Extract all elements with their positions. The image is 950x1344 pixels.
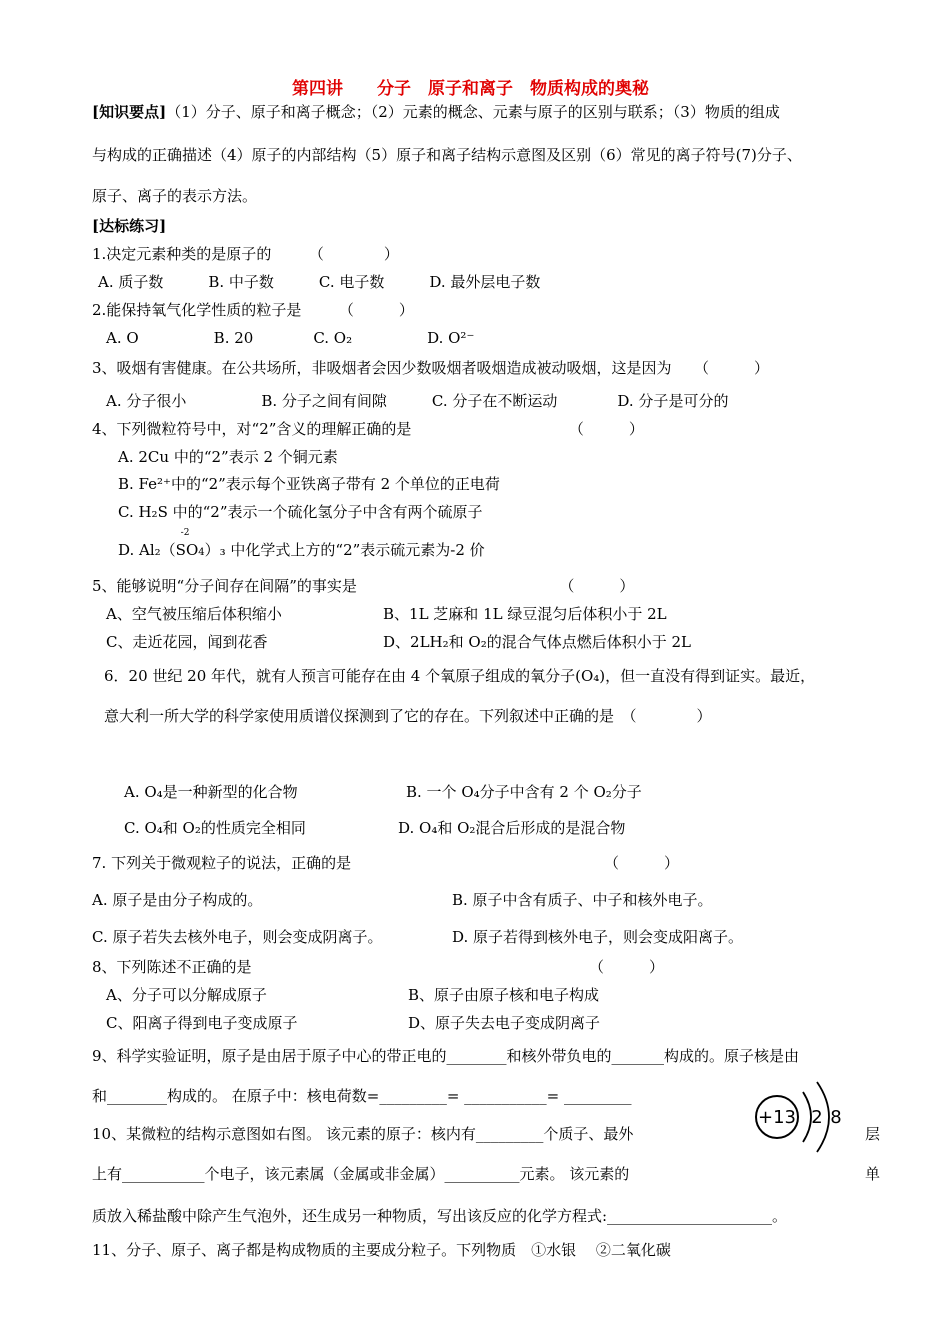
q5-option-d: D、2LH₂和 O₂的混合气体点燃后体积小于 2L [383, 633, 691, 651]
q8-option-b: B、原子由原子核和电子构成 [408, 986, 600, 1004]
q10-line-1-end: 层 [865, 1125, 881, 1143]
knowledge-line-1 [92, 102, 780, 122]
q7-option-d: D. 原子若得到核外电子，则会变成阳离子。 [452, 928, 744, 946]
q2-options: A. O B. 20 C. O₂ D. O²⁻ [106, 329, 475, 347]
knowledge-text-1: （1）分子、原子和离子概念；（2）元素的概念、元素与原子的区别与联系；（3）物质的组成 [166, 103, 780, 121]
q6-option-c: C. O₄和 O₂的性质完全相同 [124, 819, 306, 837]
q5-option-b: B、1L 芝麻和 1L 绿豆混匀后体积小于 2L [383, 605, 667, 623]
q7-stem: 7. 下列关于微观粒子的说法，正确的是 [92, 854, 352, 872]
q8-option-d: D、原子失去电子变成阴离子 [408, 1014, 601, 1032]
electron-shell-1 [803, 1092, 811, 1142]
q4-d-sulfate [175, 528, 205, 563]
q6-line-1: 6．20 世纪 20 年代，就有人预言可能存在由 4 个氧原子组成的氧分子(O₄)，但一直没有得到证实。最近， [104, 667, 816, 685]
nucleus-charge: +13 [758, 1107, 796, 1128]
q10-line-2: 上有___________个电子，该元素属（金属或非金属）__________元素。 该元素的 [92, 1165, 630, 1183]
knowledge-line-2: 与构成的正确描述（4）原子的内部结构（5）原子和离子结构示意图及区别（6）常见的离子符号(7)分子、 [92, 146, 802, 164]
q7-option-a: A. 原子是由分子构成的。 [92, 891, 263, 909]
q6-option-b: B. 一个 O₄分子中含有 2 个 O₂分子 [406, 783, 642, 801]
q4-option-b: B. Fe²⁺中的“2”表示每个亚铁离子带有 2 个单位的正电荷 [118, 475, 500, 493]
q6-option-d: D. O₄和 O₂混合后形成的是混合物 [398, 819, 626, 837]
q4-d-suffix: ）₃ 中化学式上方的“2”表示硫元素为-2 价 [204, 541, 485, 559]
q9-line-2: 和________构成的。 在原子中：核电荷数=_________= ___________= _________ [92, 1087, 632, 1105]
page-title: 第四讲 分子 原子和离子 物质构成的奥秘 [292, 79, 649, 99]
q4-option-c: C. H₂S 中的“2”表示一个硫化氢分子中含有两个硫原子 [118, 503, 483, 521]
q4-d-charge: -2 [180, 528, 190, 538]
q4-d-ion: SO [175, 541, 199, 559]
knowledge-line-3: 原子、离子的表示方法。 [92, 187, 258, 205]
q3-options: A. 分子很小 B. 分子之间有间隙 C. 分子在不断运动 D. 分子是可分的 [106, 392, 729, 410]
q6-line-2: 意大利一所大学的科学家使用质谱仪探测到了它的存在。下列叙述中正确的是 （ ） [104, 707, 712, 725]
q9-line-1: 9、科学实验证明，原子是由居于原子中心的带正电的________和核外带负电的_______构成的。原子核是由 [92, 1047, 800, 1065]
shell-1-electrons: 2 [811, 1107, 823, 1128]
q1-stem: 1.决定元素种类的是原子的 （ ） [92, 245, 399, 263]
q4-d-sub: 4 [198, 547, 205, 558]
q5-stem: 5、能够说明“分子间存在间隔”的事实是 （ ） [92, 577, 635, 595]
atom-structure-diagram [745, 1076, 865, 1158]
q3-stem: 3、吸烟有害健康。在公共场所，非吸烟者会因少数吸烟者吸烟造成被动吸烟，这是因为 （ ） [92, 359, 770, 377]
q4-option-d [118, 528, 485, 563]
q11-line-1: 11、分子、原子、离子都是构成物质的主要成分粒子。下列物质 ①水银 ②二氧化碳 [92, 1241, 671, 1259]
q10-line-2-end: 单 [865, 1165, 881, 1183]
q8-option-a: A、分子可以分解成原子 [106, 986, 267, 1004]
q7-option-c: C. 原子若失去核外电子，则会变成阴离子。 [92, 928, 383, 946]
q10-line-1: 10、某微粒的结构示意图如右图。 该元素的原子：核内有_________个质子、最外 [92, 1125, 634, 1143]
q5-option-a: A、空气被压缩后体积缩小 [106, 605, 282, 623]
q1-options: A. 质子数 B. 中子数 C. 电子数 D. 最外层电子数 [98, 273, 541, 291]
q6-option-a: A. O₄是一种新型的化合物 [124, 783, 298, 801]
q2-stem: 2.能保持氧气化学性质的粒子是 （ ） [92, 301, 414, 319]
q5-option-c: C、走近花园，闻到花香 [106, 633, 268, 651]
q8-stem: 8、下列陈述不正确的是 （ ） [92, 958, 665, 976]
knowledge-heading: [知识要点] [92, 103, 167, 121]
q8-option-c: C、阳离子得到电子变成原子 [106, 1014, 298, 1032]
shell-2-electrons: 8 [830, 1107, 842, 1128]
q10-line-3: 质放入稀盐酸中除产生气泡外，还生成另一种物质，写出该反应的化学方程式:______________________。 [92, 1207, 788, 1225]
q4-d-prefix: D. Al₂（ [118, 541, 176, 559]
q4-stem: 4、下列微粒符号中，对“2”含义的理解正确的是 （ ） [92, 420, 644, 438]
q7-bracket: （ ） [604, 854, 680, 872]
q4-option-a: A. 2Cu 中的“2”表示 2 个铜元素 [118, 448, 338, 466]
practice-heading: [达标练习] [92, 217, 167, 235]
q7-option-b: B. 原子中含有质子、中子和核外电子。 [452, 891, 713, 909]
